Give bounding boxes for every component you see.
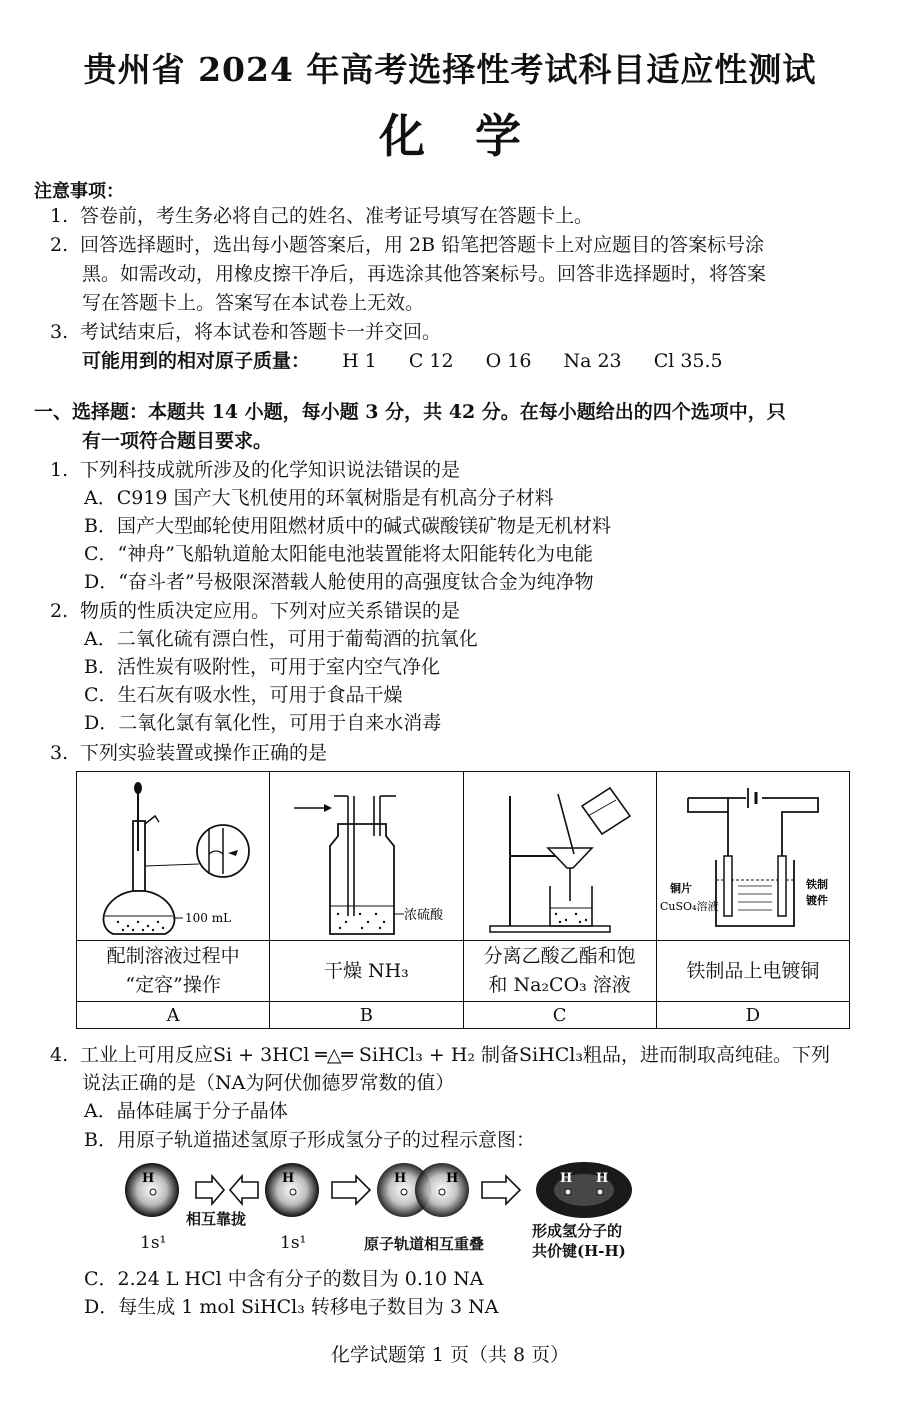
iron-label-2: 镀件 — [805, 894, 828, 907]
cuso4-label: CuSO₄溶液 — [659, 900, 719, 913]
arrow-right-icon — [196, 1176, 224, 1204]
letter-b: B — [270, 1002, 463, 1029]
bond-label-1: 形成氢分子的 — [532, 1222, 623, 1240]
caption-d: 铁制品上电镀铜 — [656, 941, 849, 1002]
approach-label: 相互靠拢 — [186, 1210, 247, 1228]
apparatus-b-cell — [270, 772, 463, 941]
q2-option-a: A．二氧化硫有漂白性，可用于葡萄酒的抗氧化 — [84, 628, 478, 650]
iron-label-1: 铁制 — [805, 878, 828, 891]
q1-option-c: C．“神舟”飞船轨道舱太阳能电池装置能将太阳能转化为电能 — [84, 543, 593, 565]
apparatus-d-cell — [656, 772, 849, 941]
section1-heading-1: 一、选择题：本题共 14 小题，每小题 3 分，共 42 分。在每小题给出的四个选项中，只 — [34, 401, 786, 423]
q1-stem: 1. 下列科技成就所涉及的化学知识说法错误的是 — [50, 459, 461, 481]
arrow-left-icon — [230, 1176, 258, 1204]
volumetric-flask-icon — [83, 776, 263, 936]
q2-option-d: D．二氧化氯有氧化性，可用于自来水消毒 — [84, 712, 442, 734]
q4-stem-1: 4. 工业上可用反应Si + 3HCl ═△═ SiHCl₃ + H₂ 制备SiHCl₃粗品，进而制取高纯硅。下列 — [50, 1044, 830, 1066]
svg-text:H: H — [282, 1171, 295, 1186]
orbital-label-1: 1s¹ — [140, 1233, 167, 1253]
apparatus-c-cell — [463, 772, 656, 941]
q4-stem-2: 说法正确的是（NA为阿伏伽德罗常数的值） — [82, 1072, 455, 1094]
q1-option-d: D．“奋斗者”号极限深潜载人舱使用的高强度钛合金为纯净物 — [84, 571, 594, 593]
flask-volume-label: 100 mL — [185, 911, 232, 925]
q3-stem: 3. 下列实验装置或操作正确的是 — [50, 742, 328, 764]
q4-option-a: A．晶体硅属于分子晶体 — [84, 1100, 288, 1122]
notice-item-2: 2. 回答选择题时，选出每小题答案后，用 2B 铅笔把答题卡上对应题目的答案标号涂 — [50, 234, 765, 256]
atomic-masses: 可能用到的相对原子质量： H 1 C 12 O 16 Na 23 Cl 35.5 — [82, 350, 723, 372]
letter-a: A — [77, 1002, 270, 1029]
q1-option-b: B．国产大型邮轮使用阻燃材质中的碱式碳酸镁矿物是无机材料 — [84, 515, 611, 537]
bond-label-2: 共价键(H-H) — [532, 1242, 626, 1260]
electroplating-cell-icon — [658, 776, 848, 936]
q2-option-c: C．生石灰有吸水性，可用于食品干燥 — [84, 684, 403, 706]
arrow-overlap-icon — [332, 1176, 370, 1204]
notice-item-2-line3: 写在答题卡上。答案写在本试卷上无效。 — [82, 292, 425, 314]
notice-item-2-line2: 黑。如需改动，用橡皮擦干净后，再选涂其他答案标号。回答非选择题时，将答案 — [82, 263, 767, 285]
q2-option-b: B．活性炭有吸附性，可用于室内空气净化 — [84, 656, 440, 678]
letter-d: D — [656, 1002, 849, 1029]
gas-washing-bottle-icon — [276, 776, 456, 936]
caption-a: 配制溶液过程中 “定容”操作 — [77, 941, 270, 1002]
filtration-setup-icon — [470, 776, 650, 936]
svg-text:H: H — [560, 1171, 573, 1186]
q1-option-a: A．C919 国产大飞机使用的环氧树脂是有机高分子材料 — [84, 487, 554, 509]
q4-option-d: D．每生成 1 mol SiHCl₃ 转移电子数目为 3 NA — [84, 1296, 499, 1318]
notice-item-1: 1. 答卷前，考生务必将自己的姓名、准考证号填写在答题卡上。 — [50, 205, 594, 227]
page-footer: 化学试题第 1 页（共 8 页） — [330, 1344, 570, 1366]
svg-text:H: H — [596, 1171, 609, 1186]
q3-apparatus-table — [76, 771, 850, 1029]
arrow-bond-icon — [482, 1176, 520, 1204]
letter-c: C — [463, 1002, 656, 1029]
orbital-label-2: 1s¹ — [280, 1233, 307, 1253]
copper-label: 铜片 — [669, 882, 692, 895]
overlap-label: 原子轨道相互重叠 — [364, 1235, 485, 1253]
svg-text:H: H — [446, 1171, 459, 1186]
apparatus-a-cell — [77, 772, 270, 941]
sulfuric-acid-label: 浓硫酸 — [404, 908, 444, 923]
svg-text:H: H — [394, 1171, 407, 1186]
section1-heading-2: 有一项符合题目要求。 — [82, 430, 273, 452]
caption-c: 分离乙酸乙酯和饱 和 Na₂CO₃ 溶液 — [463, 941, 656, 1002]
notice-item-3: 3. 考试结束后，将本试卷和答题卡一并交回。 — [50, 321, 442, 343]
q4-option-c: C．2.24 L HCl 中含有分子的数目为 0.10 NA — [84, 1268, 484, 1290]
q4-option-b: B．用原子轨道描述氢原子形成氢分子的过程示意图： — [84, 1129, 535, 1151]
exam-title: 贵州省 2024 年高考选择性考试科目适应性测试 — [83, 50, 817, 89]
q2-stem: 2. 物质的性质决定应用。下列对应关系错误的是 — [50, 600, 461, 622]
caption-b: 干燥 NH₃ — [270, 941, 463, 1002]
svg-text:H: H — [142, 1171, 155, 1186]
notice-heading: 注意事项： — [34, 181, 124, 202]
subject-title: 化学 — [379, 109, 571, 163]
